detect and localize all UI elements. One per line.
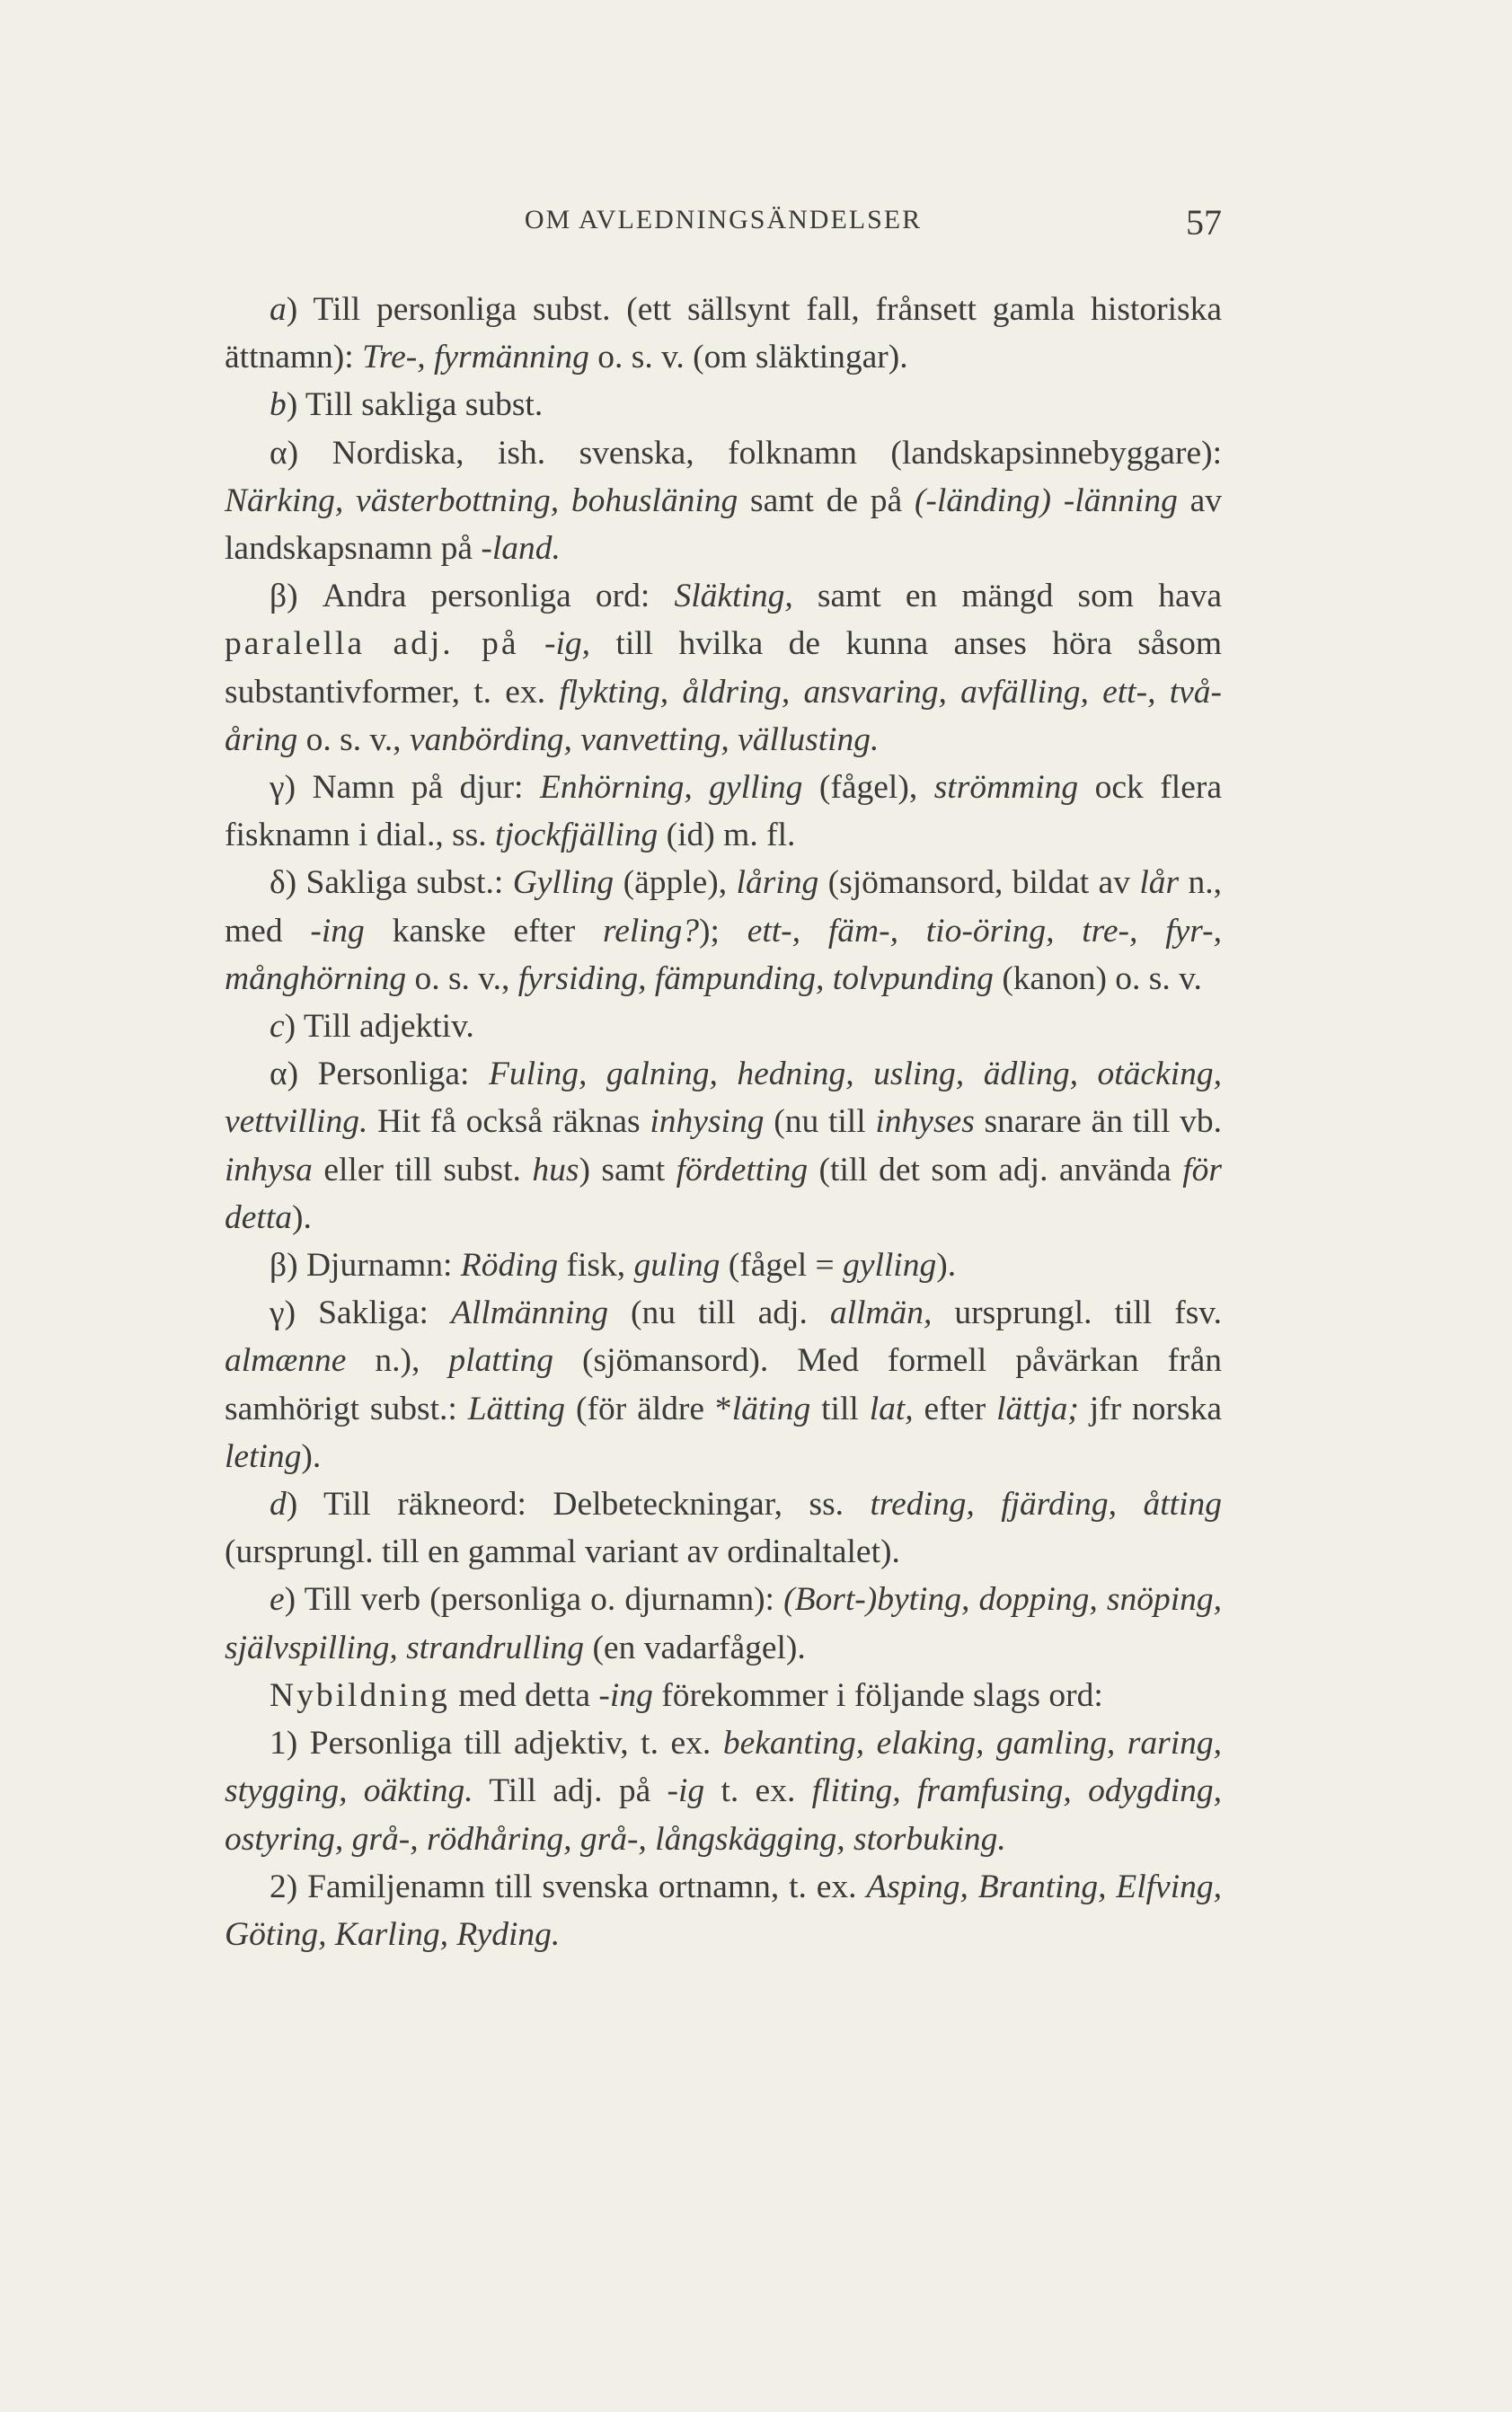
running-head: OM AVLEDNINGSÄNDELSER [524,205,923,234]
paragraph-c-adjektiv: c) Till adjektiv. [270,1008,474,1046]
paragraph-b-beta: β) Andra personliga ord: Släkting, samt en mängd som hava paralella adj. på -ig, till hvilka de kunna anses höra såsom substantivformer, t. ex. flykting, åldring, ansvaring, avfälling, ett-, två-åring o. s. v., vanbörding, vanvetting, vällusting. [225,578,1223,758]
paragraph-b-delta: δ) Sakliga subst.: Gylling (äpple), låring (sjömansord, bildat av lår n., med -ing kanske efter reling?); ett-, fäm-, tio-öring, tre-, fyr-, månghörning o. s. v., fyrsiding, fämpunding, tolvpunding (kanon) o. s. v. [225,864,1222,997]
paragraph-c-beta: β) Djurnamn: Röding fisk, guling (fågel = gylling). [270,1247,957,1285]
paragraph-a-personliga: a) Till personliga subst. (ett sällsynt fall, frånsett gamla historiska ättnamn): Tre-, fyrmänning o. s. v. (om släktingar). [225,291,1222,376]
paragraph-b-gamma: γ) Namn på djur: Enhörning, gylling (fågel), strömming ock flera fisknamn i dial., ss. tjockfjälling (id) m. fl. [225,769,1222,854]
paragraph-e-verb: e) Till verb (personliga o. djurnamn): (Bort-)byting, dopping, snöping, självspilling, strandrulling (en vadarfågel). [225,1581,1222,1666]
paragraph-d-rakneord: d) Till räkneord: Delbeteckningar, ss. treding, fjärding, åtting (ursprungl. till en gammal variant av ordinaltalet). [225,1486,1222,1571]
paragraph-b-alpha: α) Nordiska, ish. svenska, folknamn (landskapsinnebyggare): Närking, västerbottning, bohusläning samt de på (-länding) -länning av landskapsnamn på -land. [225,434,1222,568]
paragraph-c-alpha: α) Personliga: Fuling, galning, hedning, usling, ädling, otäcking, vettvilling. Hit få också räknas inhysing (nu till inhyses snarare än till vb. inhysa eller till subst. hus) samt fördetting (till det som adj. använda för detta). [225,1056,1222,1236]
body-text [225,286,1222,1958]
page-header [225,202,1222,259]
paragraph-nybildning: Nybildning med detta -ing förekommer i följande slags ord: [270,1676,1103,1714]
paragraph-c-gamma: γ) Sakliga: Allmänning (nu till adj. allmän, ursprungl. till fsv. almænne n.), platting (sjömansord). Med formell påvärkan från samhörigt subst.: Lätting (för äldre *läting till lat, efter lättja; jfr norska leting). [225,1294,1223,1475]
page-number: 57 [1186,202,1222,243]
paragraph-1-personliga: 1) Personliga till adjektiv, t. ex. bekanting, elaking, gamling, raring, stygging, oäkting. Till adj. på -ig t. ex. fliting, framfusing, odygding, ostyring, grå-, rödhåring, grå-, långskägging, storbuking. [225,1725,1223,1858]
paragraph-2-familjenamn: 2) Familjenamn till svenska ortnamn, t. ex. Asping, Branting, Elfving, Göting, Karling, Ryding. [225,1868,1222,1953]
paragraph-b-sakliga: b) Till sakliga subst. [270,386,544,424]
